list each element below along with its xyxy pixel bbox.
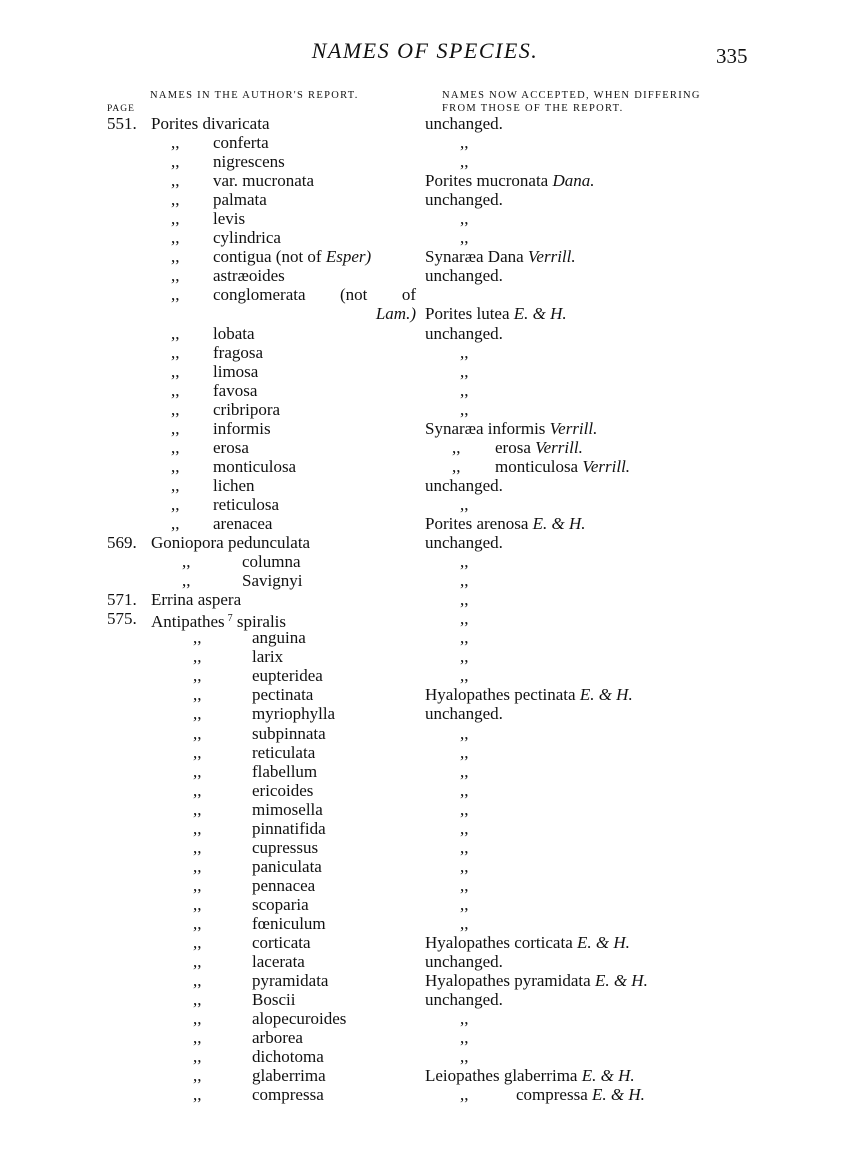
species-name: reticulata (252, 742, 316, 762)
species-name: palmata (213, 190, 267, 210)
species-name: lichen (213, 475, 255, 495)
accepted-name: ,, (460, 837, 469, 857)
accepted-name: ,, (460, 228, 469, 248)
ditto-mark: ,, (193, 666, 202, 686)
species-name: Savignyi (242, 571, 303, 591)
accepted-name: Leiopathes glaberrima E. & H. (425, 1066, 635, 1086)
table-row (0, 952, 850, 971)
table-row (0, 266, 850, 285)
accepted-name: ,, (460, 647, 469, 667)
species-name-continued: Lam.) (375, 304, 416, 324)
ditto-mark: ,, (171, 342, 180, 362)
species-name: limosa (213, 361, 259, 381)
ditto-mark: ,, (193, 685, 202, 705)
table-row (0, 552, 850, 571)
page-ref: 575. (107, 609, 137, 629)
table-row (0, 381, 850, 400)
ditto-mark: ,, (193, 761, 202, 781)
ditto-mark: ,, (171, 494, 180, 514)
accepted-name: Synaræa Dana Verrill. (425, 247, 576, 267)
species-name: monticulosa (213, 456, 297, 476)
ditto-mark: ,, (193, 742, 202, 762)
table-row (0, 343, 850, 362)
species-name: levis (213, 209, 246, 229)
table-row (0, 324, 850, 343)
ditto-mark: ,, (193, 856, 202, 876)
ditto-mark: ,, (193, 818, 202, 838)
species-name: compressa (252, 1085, 324, 1105)
table-row (0, 1047, 850, 1066)
right-column-heading: NAMES NOW ACCEPTED, WHEN DIFFERING FROM THOSE OF THE REPORT. (442, 90, 701, 114)
table-row (0, 800, 850, 819)
ditto-mark: ,, (171, 456, 180, 476)
accepted-name: ,, (460, 913, 469, 933)
ditto-mark: ,, (193, 647, 202, 667)
species-name: lacerata (252, 952, 305, 972)
accepted-name: ,, (460, 494, 469, 514)
species-name: Porites divaricata (151, 114, 270, 133)
species-name: contigua (not of Esper) (213, 247, 372, 267)
species-name: var. mucronata (213, 171, 315, 191)
species-name: anguina (252, 628, 306, 648)
ditto-mark: ,, (171, 418, 180, 438)
accepted-name: ,, (460, 799, 469, 819)
table-row (0, 895, 850, 914)
species-name: erosa (213, 437, 249, 457)
species-name: pennacea (252, 875, 316, 895)
table-row (0, 400, 850, 419)
accepted-name: unchanged. (425, 190, 503, 210)
table-row (0, 571, 850, 590)
species-name: arborea (252, 1028, 303, 1048)
ditto-mark: ,, (193, 723, 202, 743)
table-row (0, 362, 850, 381)
accepted-name: unchanged. (425, 990, 503, 1010)
ditto-mark: ,, (171, 152, 180, 172)
species-name: dichotoma (252, 1047, 324, 1067)
species-name: alopecuroides (252, 1009, 347, 1029)
ditto-mark: ,, (182, 552, 191, 572)
species-name: lobata (213, 323, 255, 343)
ditto-mark: ,, (171, 247, 180, 267)
ditto-mark: ,, (171, 380, 180, 400)
ditto-mark: ,, (193, 837, 202, 857)
accepted-name: ,, (460, 571, 469, 591)
ditto-mark: ,, (171, 190, 180, 210)
accepted-name: ,, (460, 590, 469, 610)
accepted-name: unchanged. (425, 704, 503, 724)
species-name: astræoides (213, 266, 285, 286)
table-row (0, 666, 850, 685)
accepted-name: ,, (460, 628, 469, 648)
ditto-mark: ,, (171, 266, 180, 286)
species-name: Goniopora pedunculata (151, 533, 311, 553)
accepted-name: Porites arenosa E. & H. (425, 513, 586, 533)
ditto-mark: ,, (460, 1085, 469, 1105)
species-name: pinnatifida (252, 818, 326, 838)
ditto-mark: ,, (193, 971, 202, 991)
species-name: paniculata (252, 856, 322, 876)
table-row (0, 457, 850, 476)
accepted-name: ,, (460, 894, 469, 914)
table-row (0, 990, 850, 1009)
ditto-mark: ,, (193, 1009, 202, 1029)
table-row (0, 533, 850, 552)
table-row (0, 247, 850, 266)
table-row (0, 743, 850, 762)
species-name: conglomerata (not of (213, 285, 416, 305)
accepted-name: ,, (460, 1009, 469, 1029)
ditto-mark: ,, (193, 628, 202, 648)
ditto-mark: ,, (193, 704, 202, 724)
table-row (0, 857, 850, 876)
table-row (0, 438, 850, 457)
table-row (0, 609, 850, 632)
ditto-mark: ,, (193, 1047, 202, 1067)
species-name: Errina aspera (151, 590, 242, 610)
ditto-mark: ,, (171, 513, 180, 533)
table-row (0, 152, 850, 171)
accepted-name: ,, (460, 361, 469, 381)
species-name: cylindrica (213, 228, 281, 248)
table-row (0, 1028, 850, 1047)
ditto-mark: ,, (171, 209, 180, 229)
accepted-name: unchanged. (425, 533, 503, 553)
accepted-name: ,, (460, 552, 469, 572)
table-row (0, 209, 850, 228)
ditto-mark: ,, (171, 171, 180, 191)
species-name: fœniculum (252, 913, 326, 933)
table-row (0, 933, 850, 952)
table-row (0, 628, 850, 647)
running-head: NAMES OF SPECIES. (311, 38, 539, 63)
species-name: ericoides (252, 780, 314, 800)
species-name: Antipathes $^7$ spiralis (151, 612, 287, 632)
page-ref: 571. (107, 590, 137, 610)
species-name: arenacea (213, 513, 273, 533)
table-row (0, 171, 850, 190)
ditto-mark: ,, (193, 1085, 202, 1105)
left-column-heading: NAMES IN THE AUTHOR'S REPORT. (150, 90, 359, 101)
accepted-name: ,, (460, 380, 469, 400)
accepted-name: ,, (460, 133, 469, 153)
accepted-name: ,, (460, 209, 469, 229)
table-row (0, 495, 850, 514)
ditto-mark: ,, (182, 571, 191, 591)
ditto-mark: ,, (193, 875, 202, 895)
table-row (0, 133, 850, 152)
species-name: myriophylla (252, 704, 336, 724)
table-row (0, 590, 850, 609)
species-name: cribripora (213, 399, 281, 419)
table-row (0, 762, 850, 781)
ditto-mark: ,, (171, 228, 180, 248)
species-name: pectinata (252, 685, 314, 705)
species-name: glaberrima (252, 1066, 326, 1086)
table-row (0, 419, 850, 438)
ditto-mark: ,, (171, 437, 180, 457)
accepted-name: ,, (460, 856, 469, 876)
species-name: mimosella (252, 799, 323, 819)
species-name: eupteridea (252, 666, 323, 686)
species-name: cupressus (252, 837, 319, 857)
accepted-name: ,, (460, 780, 469, 800)
species-name: larix (252, 647, 284, 667)
table-row (0, 781, 850, 800)
accepted-name: ,, (460, 342, 469, 362)
accepted-name: ,, (460, 742, 469, 762)
table-row (0, 304, 850, 323)
species-name: favosa (213, 380, 258, 400)
page-ref: 569. (107, 533, 137, 553)
species-name: subpinnata (252, 723, 326, 743)
table-row (0, 876, 850, 895)
ditto-mark: ,, (193, 933, 202, 953)
species-name: reticulosa (213, 494, 280, 514)
accepted-name: Porites mucronata Dana. (425, 171, 595, 191)
accepted-name: Hyalopathes corticata E. & H. (425, 933, 630, 953)
ditto-mark: ,, (193, 952, 202, 972)
accepted-name: monticulosa Verrill. (495, 456, 631, 476)
ditto-mark: ,, (171, 475, 180, 495)
table-row (0, 285, 850, 304)
table-row (0, 476, 850, 495)
ditto-mark: ,, (193, 1066, 202, 1086)
accepted-name: Hyalopathes pectinata E. & H. (425, 685, 633, 705)
accepted-name: Synaræa informis Verrill. (425, 418, 598, 438)
table-row (0, 971, 850, 990)
table-row (0, 838, 850, 857)
accepted-name: Porites lutea E. & H. (425, 304, 567, 324)
species-name: corticata (252, 933, 311, 953)
accepted-name: unchanged. (425, 114, 503, 133)
ditto-mark: ,, (452, 437, 461, 457)
table-row (0, 1066, 850, 1085)
accepted-name: ,, (460, 1028, 469, 1048)
accepted-name: ,, (460, 609, 469, 629)
ditto-mark: ,, (171, 133, 180, 153)
species-name: fragosa (213, 342, 264, 362)
accepted-name: unchanged. (425, 952, 503, 972)
ditto-mark: ,, (193, 1028, 202, 1048)
accepted-name: unchanged. (425, 323, 503, 343)
ditto-mark: ,, (171, 285, 180, 305)
species-name: nigrescens (213, 152, 285, 172)
ditto-mark: ,, (171, 399, 180, 419)
table-row (0, 1085, 850, 1104)
species-name: informis (213, 418, 271, 438)
accepted-name: ,, (460, 1047, 469, 1067)
page-number: 335 (716, 44, 748, 68)
table-row (0, 819, 850, 838)
table-row (0, 514, 850, 533)
accepted-name: ,, (460, 761, 469, 781)
table-row (0, 685, 850, 704)
accepted-name: erosa Verrill. (495, 437, 583, 457)
accepted-name: ,, (460, 399, 469, 419)
ditto-mark: ,, (452, 456, 461, 476)
accepted-name: Hyalopathes pyramidata E. & H. (425, 971, 648, 991)
page-ref: 551. (107, 114, 137, 133)
ditto-mark: ,, (193, 913, 202, 933)
table-row (0, 228, 850, 247)
accepted-name: compressa E. & H. (516, 1085, 645, 1105)
species-table (0, 114, 850, 1104)
accepted-name: ,, (460, 875, 469, 895)
table-row (0, 114, 850, 133)
accepted-name: ,, (460, 152, 469, 172)
table-row (0, 1009, 850, 1028)
accepted-name: unchanged. (425, 475, 503, 495)
species-name: conferta (213, 133, 269, 153)
ditto-mark: ,, (193, 990, 202, 1010)
ditto-mark: ,, (171, 323, 180, 343)
species-name: flabellum (252, 761, 318, 781)
table-row (0, 190, 850, 209)
ditto-mark: ,, (171, 361, 180, 381)
species-name: columna (242, 552, 301, 572)
table-row (0, 647, 850, 666)
accepted-name: ,, (460, 818, 469, 838)
species-name: scoparia (252, 894, 309, 914)
species-name: Boscii (252, 990, 296, 1010)
accepted-name: unchanged. (425, 266, 503, 286)
species-name: pyramidata (252, 971, 329, 991)
table-row (0, 914, 850, 933)
footnote-marker: 7 (227, 613, 233, 625)
table-row (0, 724, 850, 743)
accepted-name: ,, (460, 723, 469, 743)
ditto-mark: ,, (193, 894, 202, 914)
accepted-name: ,, (460, 666, 469, 686)
ditto-mark: ,, (193, 799, 202, 819)
ditto-mark: ,, (193, 780, 202, 800)
table-row (0, 704, 850, 723)
page-column-label: PAGE (107, 104, 135, 114)
